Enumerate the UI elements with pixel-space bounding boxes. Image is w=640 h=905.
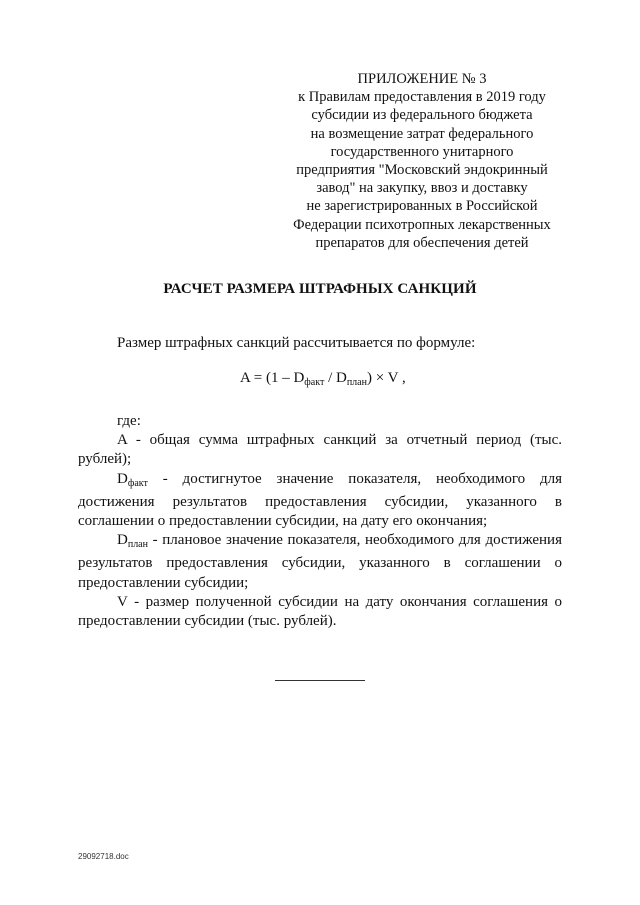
appendix-line: предприятия "Московский эндокринный — [296, 162, 548, 179]
formula-sub-fact: факт — [304, 377, 325, 388]
formula-suffix: ) × V , — [366, 370, 406, 386]
appendix-line: к Правилам предоставления в 2019 году — [298, 89, 546, 106]
appendix-number: ПРИЛОЖЕНИЕ № 3 — [357, 71, 487, 87]
footer-filename: 29092718.doc — [78, 852, 129, 861]
appendix-line: субсидии из федерального бюджета — [311, 107, 533, 124]
definition-d-fact — [78, 470, 562, 532]
appendix-line: завод" на закупку, ввоз и доставку — [316, 180, 528, 197]
penalty-formula — [240, 370, 406, 388]
formula-sub-plan: план — [346, 377, 367, 388]
formula-prefix: A = (1 – D — [240, 370, 305, 386]
definition-a: A - общая сумма штрафных санкций за отчетный период (тыс. рублей); — [78, 432, 562, 468]
appendix-header — [262, 70, 582, 252]
intro-text: Размер штрафных санкций рассчитывается по формуле: — [117, 335, 476, 351]
d-plan-subscript: план — [127, 539, 148, 551]
d-fact-text: - достигнутое значение показателя, необходимого для достижения результатов предоставления субсидии, указанного в соглашении о предоставлении субсидии, на дату его окончания; — [78, 470, 562, 530]
d-plan-text: - плановое значение показателя, необходимого для достижения результатов предоставления субсидии, указанного в соглашении о предоставлении субсидии; — [78, 532, 562, 591]
appendix-line: препаратов для обеспечения детей — [315, 234, 529, 251]
d-fact-subscript: факт — [127, 477, 148, 489]
appendix-line: государственного унитарного — [330, 143, 514, 160]
definitions-block — [78, 412, 562, 631]
appendix-line: Федерации психотропных лекарственных — [293, 216, 551, 233]
formula-middle: / D — [324, 370, 347, 386]
d-fact-symbol: D — [117, 470, 128, 487]
where-label: где: — [117, 413, 141, 429]
document-title: РАСЧЕТ РАЗМЕРА ШТРАФНЫХ САНКЦИЙ — [163, 281, 477, 297]
d-plan-symbol: D — [117, 532, 128, 549]
end-separator-line — [275, 680, 365, 681]
definition-v: V - размер полученной субсидии на дату окончания соглашения о предоставлении субсидии (тыс. рублей). — [78, 593, 562, 630]
definition-d-plan — [78, 531, 562, 593]
appendix-line: не зарегистрированных в Российской — [306, 198, 538, 215]
appendix-line: на возмещение затрат федерального — [310, 125, 534, 142]
